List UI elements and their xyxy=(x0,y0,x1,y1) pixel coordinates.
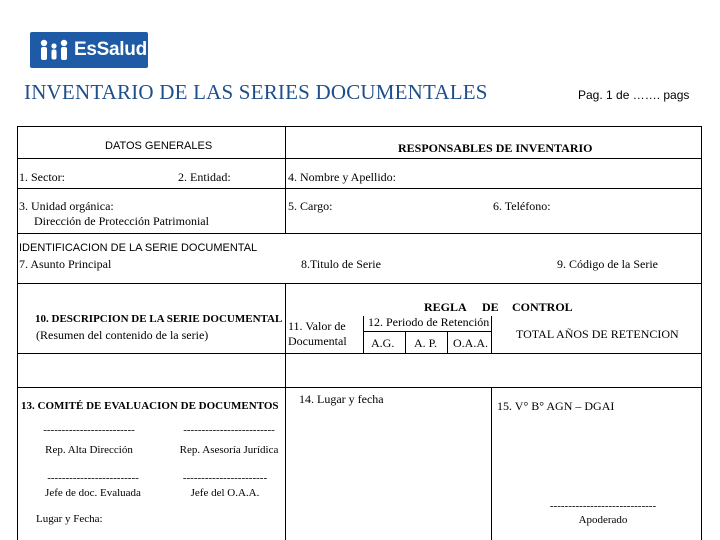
divider-col-vb xyxy=(491,387,492,540)
signature-apoderado: Apoderado xyxy=(578,514,628,526)
field-unidad-value: Dirección de Protección Patrimonial xyxy=(34,214,209,228)
signature-rep-alta: Rep. Alta Dirección xyxy=(45,444,133,456)
divider-col-ap xyxy=(447,331,448,353)
field-descripcion: 10. DESCRIPCION DE LA SERIE DOCUMENTAL xyxy=(35,313,283,325)
page-title: INVENTARIO DE LAS SERIES DOCUMENTALES xyxy=(24,80,488,104)
family-icon xyxy=(36,37,72,63)
field-entidad: 2. Entidad: xyxy=(178,170,231,184)
signature-line-alta: ------------------------- xyxy=(43,424,135,436)
field-codigo: 9. Código de la Serie xyxy=(557,257,658,271)
section-datos-generales: DATOS GENERALES xyxy=(105,140,213,152)
field-lugar-y-fecha: Lugar y Fecha: xyxy=(36,513,103,525)
signature-line-asesoria: ------------------------- xyxy=(183,424,275,436)
field-visto-bueno: 15. V° B° AGN – DGAI xyxy=(497,399,615,413)
field-cargo: 5. Cargo: xyxy=(288,199,333,213)
divider-row3 xyxy=(17,233,702,234)
signature-line-jefe-doc: ------------------------- xyxy=(47,472,139,484)
field-sector: 1. Sector: xyxy=(19,170,65,184)
field-ap: A. P. xyxy=(414,336,438,350)
field-unidad: 3. Unidad orgánica: xyxy=(19,199,114,213)
regla-word-control: CONTROL xyxy=(512,300,573,314)
divider-col-valor xyxy=(363,316,364,353)
signature-rep-asesoria: Rep. Asesoría Jurídica xyxy=(179,444,279,456)
divider-periodo xyxy=(363,331,491,332)
divider-row1 xyxy=(17,158,702,159)
field-valor-line1: 11. Valor de xyxy=(288,319,346,333)
field-oaa: O.A.A. xyxy=(453,336,488,350)
divider-desc-bottom xyxy=(17,353,285,354)
section-responsables: RESPONSABLES DE INVENTARIO xyxy=(398,141,593,155)
divider-row6 xyxy=(17,387,702,388)
regla-word-regla: REGLA xyxy=(424,300,467,314)
regla-word-de: DE xyxy=(482,300,499,314)
field-nombre: 4. Nombre y Apellido: xyxy=(288,170,396,184)
signature-line-apoderado: ----------------------------- xyxy=(549,500,657,512)
field-ag: A.G. xyxy=(371,336,395,350)
field-periodo: 12. Periodo de Retención xyxy=(368,315,490,329)
field-asunto: 7. Asunto Principal xyxy=(19,257,112,271)
field-descripcion-sub: (Resumen del contenido de la serie) xyxy=(36,328,209,342)
divider-row2 xyxy=(17,188,702,189)
logo-text: EsSalud xyxy=(74,39,147,60)
field-comite: 13. COMITÉ DE EVALUACION DE DOCUMENTOS xyxy=(21,400,279,412)
divider-regla-bottom xyxy=(285,353,702,354)
signature-line-jefe-oaa: ----------------------- xyxy=(182,472,268,484)
section-identificacion: IDENTIFICACION DE LA SERIE DOCUMENTAL xyxy=(19,242,258,254)
field-lugar-fecha-14: 14. Lugar y fecha xyxy=(299,392,384,406)
field-telefono: 6. Teléfono: xyxy=(493,199,551,213)
field-total-anos: TOTAL AÑOS DE RETENCION xyxy=(516,327,679,341)
form-top-border xyxy=(17,126,702,127)
essalud-logo xyxy=(30,32,148,68)
field-valor-line2: Documental xyxy=(288,334,347,348)
divider-col-main-top xyxy=(285,126,286,233)
signature-jefe-doc: Jefe de doc. Evaluada xyxy=(45,487,141,499)
divider-row4 xyxy=(17,283,702,284)
divider-col-oaa xyxy=(491,316,492,353)
signature-jefe-oaa: Jefe del O.A.A. xyxy=(190,487,260,499)
divider-col-ag xyxy=(405,331,406,353)
field-titulo: 8.Titulo de Serie xyxy=(301,257,381,271)
divider-col-main-bottom xyxy=(285,283,286,540)
page-counter: Pag. 1 de ……. pags xyxy=(578,88,690,102)
